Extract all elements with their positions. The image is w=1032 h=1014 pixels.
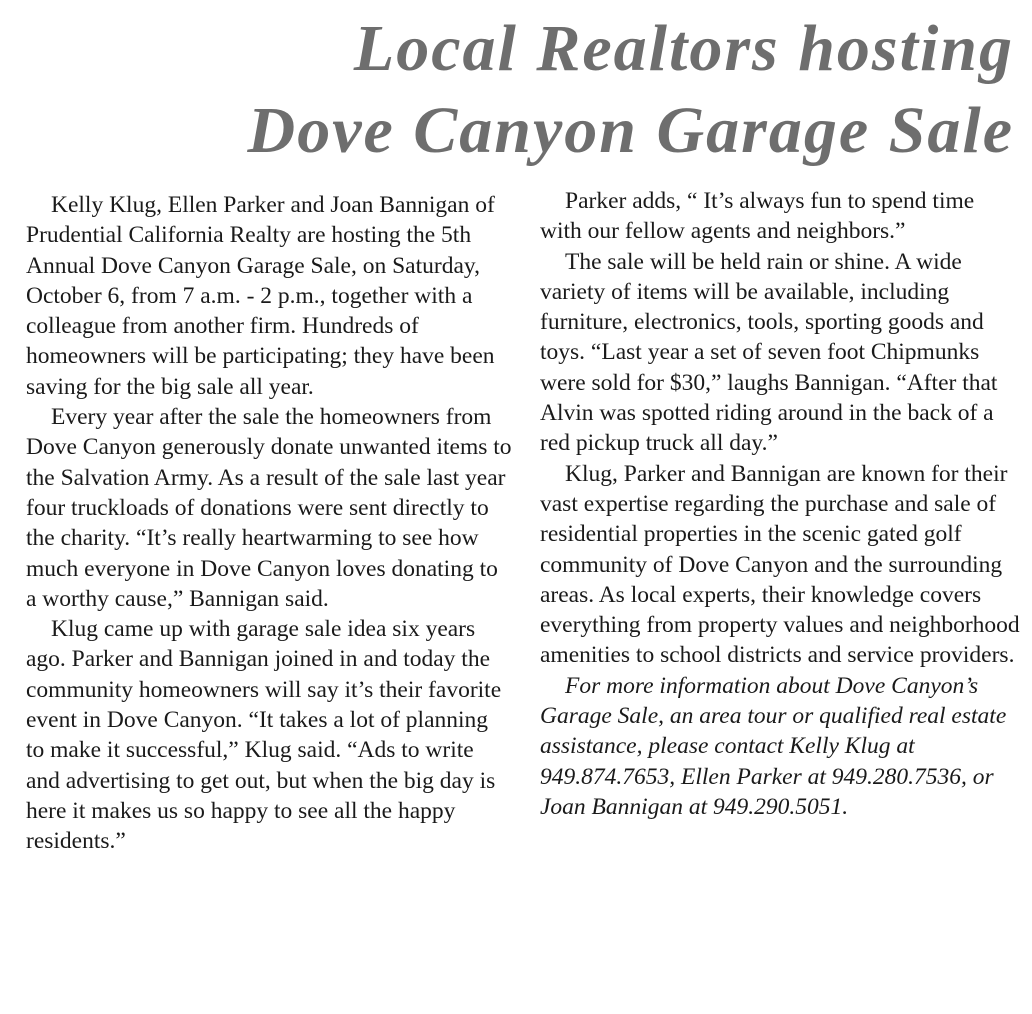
right-column bbox=[540, 186, 1020, 822]
headline-line-2: Dove Canyon Garage Sale bbox=[247, 94, 1014, 167]
left-column bbox=[26, 190, 512, 857]
paragraph-intro: Kelly Klug, Ellen Parker and Joan Bannigan of Prudential California Realty are hosting the 5th Annual Dove Canyon Garage Sale, on Saturday, October 6, from 7 a.m. - 2 p.m., together with a colleague from another firm. Hundreds of homeowners will be participating; they have been saving for the big sale all year. bbox=[26, 192, 495, 400]
paragraph-expertise: Klug, Parker and Bannigan are known for their vast expertise regarding the purchase and sale of residential properties in the scenic gated golf community of Dove Canyon and the surrounding areas. As local experts, their knowledge covers everything from property values and neighborhood amenities to school districts and service providers. bbox=[540, 460, 1020, 669]
paragraph-contact-info: For more information about Dove Canyon’s Garage Sale, an area tour or qualified real estate assistance, please contact Kelly Klug at 949.874.7653, Ellen Parker at 949.280.7536, or Joan Bannigan at 949.290.5051. bbox=[540, 672, 1007, 820]
article-headline bbox=[14, 8, 1014, 172]
paragraph-history: Klug came up with garage sale idea six years ago. Parker and Bannigan joined in and today the community homeowners will say it’s their favorite event in Dove Canyon. “It takes a lot of planning to make it successful,” Klug said. “Ads to write and advertising to get out, but when the big day is here it makes us so happy to see all the happy residents.” bbox=[26, 616, 502, 855]
paragraph-donations: Every year after the sale the homeowners from Dove Canyon generously donate unwanted items to the Salvation Army. As a result of the sale last year four truckloads of donations were sent directly to the charity. “It’s really heartwarming to see how much everyone in Dove Canyon loves donating to a worthy cause,” Bannigan said. bbox=[26, 404, 512, 612]
paragraph-sale-details: The sale will be held rain or shine. A wide variety of items will be available, including furniture, electronics, tools, sporting goods and toys. “Last year a set of seven foot Chipmunks were sold for $30,” laughs Bannigan. “After that Alvin was spotted riding around in the back of a red pickup truck all day.” bbox=[540, 248, 998, 457]
headline-line-1: Local Realtors hosting bbox=[353, 12, 1014, 85]
paragraph-parker-quote: Parker adds, “ It’s always fun to spend time with our fellow agents and neighbors.” bbox=[540, 188, 975, 245]
